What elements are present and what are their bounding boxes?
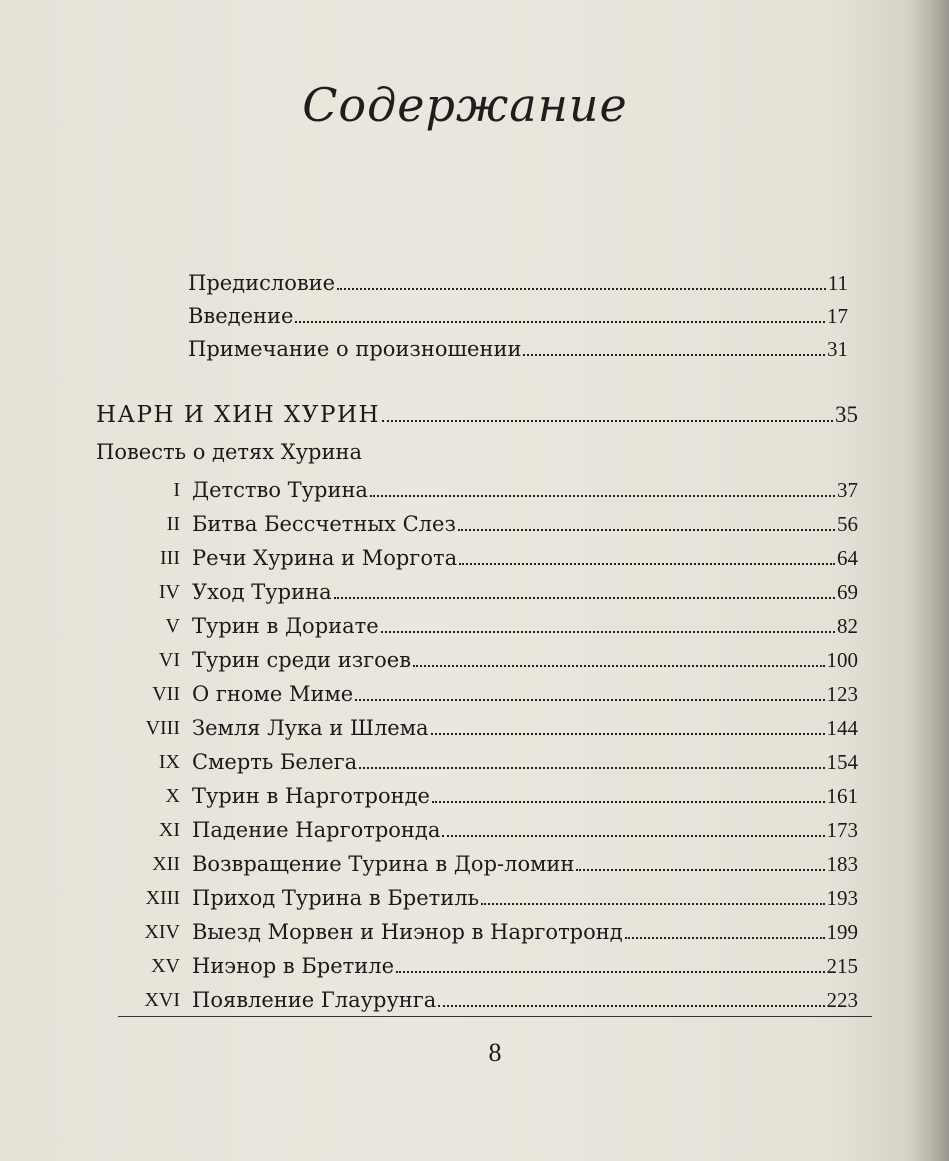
toc-chapter-row[interactable] (120, 647, 858, 673)
chapter-title: Появление Глаурунга (192, 988, 437, 1012)
page-number: 8 (488, 1038, 502, 1067)
bottom-rule (118, 1016, 872, 1017)
chapter-number: II (166, 513, 180, 535)
toc-chapter-row[interactable] (120, 715, 858, 741)
chapter-number: XIV (144, 921, 180, 943)
toc-chapter-row[interactable] (120, 681, 858, 707)
chapter-number: XII (152, 853, 180, 875)
chapter-number: XVI (144, 989, 180, 1011)
toc-entry-page: 17 (827, 304, 848, 328)
dot-leader (413, 665, 824, 667)
dot-leader (458, 529, 835, 531)
dot-leader (481, 903, 824, 905)
chapter-title: Битва Бессчетных Слез (192, 512, 456, 536)
chapter-page: 223 (826, 988, 858, 1012)
toc-chapter-row[interactable] (120, 545, 858, 571)
chapter-title: Выезд Морвен и Ниэнор в Нарготронд (192, 920, 623, 944)
chapter-title: Смерть Белега (192, 750, 358, 774)
part-subtitle: Повесть о детях Хурина (96, 440, 363, 464)
chapter-page: 37 (837, 478, 858, 502)
chapter-number: I (173, 479, 180, 501)
chapter-title: Ниэнор в Бретиле (192, 954, 395, 978)
chapter-title: Земля Лука и Шлема (192, 716, 429, 740)
toc-entry-label: Примечание о произношении (188, 337, 522, 361)
chapter-number: XV (151, 955, 180, 977)
chapter-title: Турин в Дориате (192, 614, 379, 638)
toc-entry-page: 31 (827, 337, 848, 361)
chapter-number: VI (158, 649, 180, 671)
toc-entry-preface[interactable] (188, 270, 848, 296)
chapter-page: 215 (826, 954, 858, 978)
chapter-page: 56 (837, 512, 858, 536)
chapter-title: Турин среди изгоев (192, 648, 412, 672)
chapter-number: IX (158, 751, 180, 773)
dot-leader (523, 354, 825, 356)
chapter-title: Приход Турина в Бретиль (192, 886, 480, 910)
dot-leader (396, 971, 824, 973)
dot-leader (438, 1005, 824, 1007)
toc-chapter-row[interactable] (120, 477, 858, 503)
toc-chapter-row[interactable] (120, 817, 858, 843)
chapter-page: 123 (826, 682, 858, 706)
toc-chapter-row[interactable] (120, 579, 858, 605)
chapter-title: Возвращение Турина в Дор-ломин (192, 852, 575, 876)
toc-chapter-row[interactable] (120, 987, 858, 1013)
toc-chapter-row[interactable] (120, 885, 858, 911)
chapter-number: X (165, 785, 180, 807)
toc-entry-introduction[interactable] (188, 303, 848, 329)
chapter-title: Детство Турина (192, 478, 368, 502)
dot-leader (432, 801, 825, 803)
chapter-page: 154 (826, 750, 858, 774)
chapter-title: Уход Турина (192, 580, 332, 604)
dot-leader (334, 597, 835, 599)
chapter-number: XI (158, 819, 180, 841)
toc-chapter-row[interactable] (120, 783, 858, 809)
dot-leader (337, 288, 826, 290)
chapter-page: 69 (837, 580, 858, 604)
dot-leader (459, 563, 835, 565)
chapter-page: 82 (837, 614, 858, 638)
chapter-page: 161 (826, 784, 858, 808)
toc-chapter-row[interactable] (120, 851, 858, 877)
chapter-title: О гноме Миме (192, 682, 354, 706)
dot-leader (382, 420, 833, 422)
chapter-page: 144 (826, 716, 858, 740)
toc-entry-pronunciation[interactable] (188, 336, 848, 362)
toc-entry-label: Предисловие (188, 271, 336, 295)
dot-leader (576, 869, 824, 871)
dot-leader (370, 495, 835, 497)
chapter-title: Турин в Нарготронде (192, 784, 430, 808)
chapter-number: V (165, 615, 180, 637)
dot-leader (625, 937, 825, 939)
toc-entry-page: 11 (827, 271, 848, 295)
chapter-title: Речи Хурина и Моргота (192, 546, 458, 570)
toc-chapter-row[interactable] (120, 953, 858, 979)
toc-chapter-row[interactable] (120, 919, 858, 945)
chapter-number: III (160, 547, 180, 569)
dot-leader (442, 835, 824, 837)
dot-leader (431, 733, 825, 735)
chapter-page: 64 (837, 546, 858, 570)
chapter-page: 100 (826, 648, 858, 672)
chapter-number: IV (158, 581, 180, 603)
dot-leader (381, 631, 835, 633)
chapter-page: 199 (826, 920, 858, 944)
chapter-number: VIII (145, 717, 180, 739)
chapter-title: Падение Нарготронда (192, 818, 441, 842)
toc-entry-label: Введение (188, 304, 294, 328)
dot-leader (359, 767, 824, 769)
toc-chapter-row[interactable] (120, 511, 858, 537)
chapter-page: 173 (826, 818, 858, 842)
chapter-page: 193 (826, 886, 858, 910)
chapter-number: VII (152, 683, 180, 705)
page-title: Содержание (302, 78, 628, 132)
part-title: НАРН И ХИН ХУРИН (96, 402, 381, 428)
toc-chapter-row[interactable] (120, 613, 858, 639)
toc-part-heading[interactable] (96, 402, 858, 428)
dot-leader (295, 321, 825, 323)
toc-entry-page: 35 (835, 402, 858, 427)
dot-leader (355, 699, 824, 701)
toc-chapter-row[interactable] (120, 749, 858, 775)
chapter-number: XIII (145, 887, 180, 909)
chapter-page: 183 (826, 852, 858, 876)
